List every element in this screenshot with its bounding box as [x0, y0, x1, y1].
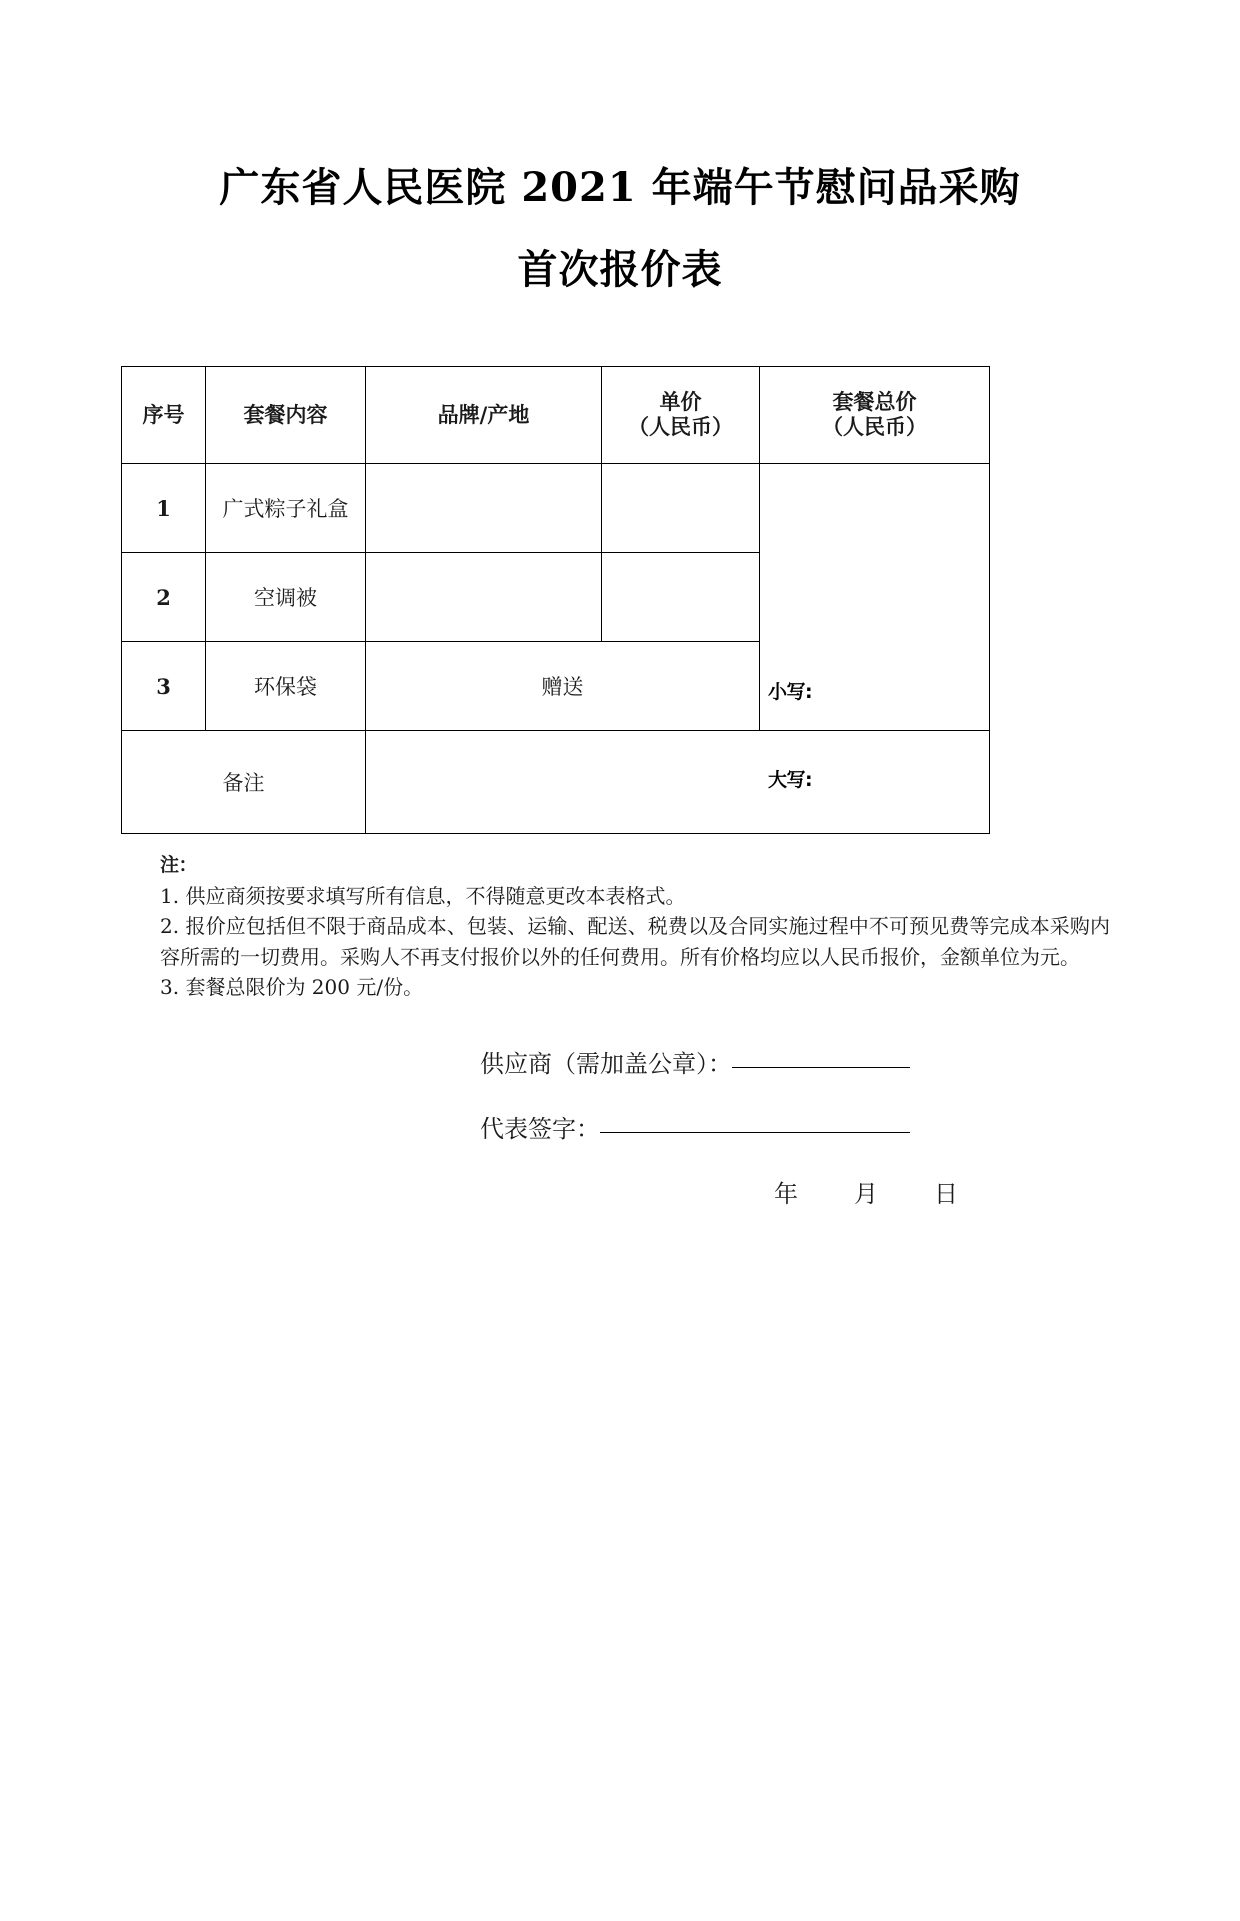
row-1-no: 1 [122, 464, 206, 553]
row-2-unit-price-input[interactable] [602, 553, 760, 642]
header-cell-brand: 品牌/产地 [366, 367, 602, 464]
quotation-table-wrapper [0, 366, 1240, 834]
header-unit-price-line1: 单价 [659, 389, 702, 415]
header-total-price-line2: （人民币） [822, 414, 927, 439]
header-cell-unit-price [602, 367, 760, 464]
row-1-unit-price-input[interactable] [602, 464, 760, 553]
row-1-brand-input[interactable] [366, 464, 602, 553]
supplier-signature-row [480, 1044, 1240, 1079]
quotation-table [121, 366, 990, 834]
supplier-label: 供应商（需加盖公章）： [480, 1050, 732, 1079]
date-day-label: 日 [934, 1180, 958, 1209]
row-2-content: 空调被 [206, 553, 366, 642]
notes-heading: 注： [160, 854, 198, 876]
supplier-signature-line[interactable] [732, 1067, 910, 1068]
title-line-2: 首次报价表 [517, 246, 723, 293]
note-item-2: 2. 报价应包括但不限于商品成本、包装、运输、配送、税费以及合同实施过程中不可预见费等完成本采购内容所需的一切费用。采购人不再支付报价以外的任何费用。所有价格均应以人民币报价，金额单位为元。 [160, 914, 1110, 969]
date-month-label: 月 [854, 1180, 878, 1209]
representative-label: 代表签字： [480, 1115, 600, 1144]
remark-input[interactable] [366, 731, 990, 834]
row-3-brand: 赠送 [366, 642, 760, 731]
note-item-1: 1. 供应商须按要求填写所有信息，不得随意更改本表格式。 [160, 883, 686, 908]
remark-row [122, 731, 990, 834]
representative-signature-row [480, 1109, 1240, 1144]
header-total-price-line1: 套餐总价 [832, 389, 917, 415]
remark-label: 备注 [122, 731, 366, 834]
date-year-label: 年 [774, 1180, 798, 1209]
document-page [0, 164, 1240, 1921]
header-cell-content: 套餐内容 [206, 367, 366, 464]
note-item-3: 3. 套餐总限价为 200 元/份。 [160, 975, 424, 1000]
table-header-row [122, 367, 990, 464]
header-cell-no: 序号 [122, 367, 206, 464]
row-2-brand-input[interactable] [366, 553, 602, 642]
signature-section [0, 1044, 1240, 1209]
total-lowercase-label: 小写: [768, 681, 813, 703]
header-cell-total-price [760, 367, 990, 464]
total-uppercase-label: 大写: [768, 769, 813, 791]
document-title [0, 164, 1240, 293]
row-1-content: 广式粽子礼盒 [206, 464, 366, 553]
notes-section [0, 851, 1240, 1002]
total-price-cell[interactable] [760, 464, 990, 791]
header-unit-price-line2: （人民币） [628, 414, 733, 439]
title-line-1: 广东省人民医院 2021 年端午节慰问品采购 [219, 164, 1021, 211]
date-row [480, 1174, 1240, 1209]
table-row [122, 464, 990, 553]
representative-signature-line[interactable] [600, 1132, 910, 1133]
row-3-no: 3 [122, 642, 206, 731]
row-3-content: 环保袋 [206, 642, 366, 731]
row-2-no: 2 [122, 553, 206, 642]
